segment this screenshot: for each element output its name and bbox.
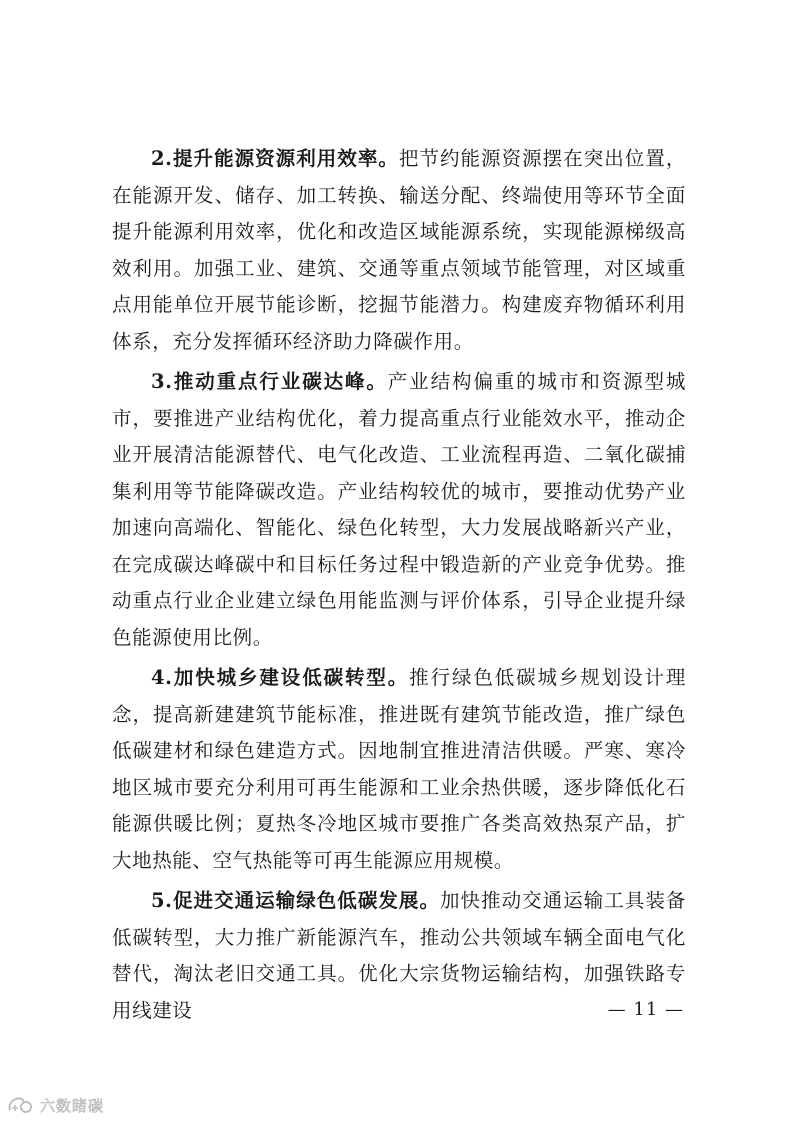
paragraph-heading: 2.提升能源资源利用效率。 bbox=[151, 147, 399, 170]
paragraph-transportation bbox=[112, 883, 686, 1029]
paragraph-key-industries bbox=[112, 364, 686, 656]
page-number: — 11 — bbox=[607, 999, 684, 1020]
paragraph-text: 加快推动交通运输工具装备低碳转型，大力推广新能源汽车，推动公共领域车辆全面电气化替代，淘汰老旧交通工具。优化大宗货物运输结构，加强铁路专用线建设 bbox=[112, 889, 686, 1022]
paragraph-energy-efficiency bbox=[112, 141, 686, 360]
paragraph-text: 产业结构偏重的城市和资源型城市，要推进产业结构优化，着力提高重点行业能效水平，推动企业开展清洁能源替代、电气化改造、工业流程再造、二氧化碳捕集利用等节能降碳改造。产业结构较优的城市，要推动优势产业加速向高端化、智能化、绿色化转型，大力发展战略新兴产业，在完成碳达峰碳中和目标任务过程中锻造新的产业竞争优势。推动重点行业企业建立绿色用能监测与评价体系，引导企业提升绿色能源使用比例。 bbox=[112, 370, 686, 649]
paragraph-urban-rural-construction bbox=[112, 660, 686, 879]
paragraph-text: 把节约能源资源摆在突出位置，在能源开发、储存、加工转换、输送分配、终端使用等环节全面提升能源利用效率，优化和改造区域能源系统，实现能源梯级高效利用。加强工业、建筑、交通等重点领域节能管理，对区域重点用能单位开展节能诊断，挖掘节能潜力。构建废弃物循环利用体系，充分发挥循环经济助力降碳作用。 bbox=[112, 147, 686, 353]
watermark-text: 六数睹碳 bbox=[40, 1096, 105, 1115]
watermark bbox=[6, 1094, 104, 1116]
paragraph-heading: 3.推动重点行业碳达峰。 bbox=[151, 370, 388, 393]
paragraph-heading: 5.促进交通运输绿色低碳发展。 bbox=[151, 889, 440, 912]
paragraph-text: 推行绿色低碳城乡规划设计理念，提高新建建筑节能标准，推进既有建筑节能改造，推广绿色低碳建材和绿色建造方式。因地制宜推进清洁供暖。严寒、寒冷地区城市要充分利用可再生能源和工业余热供暖，逐步降低化石能源供暖比例；夏热冬冷地区城市要推广各类高效热泵产品，扩大地热能、空气热能等可再生能源应用规模。 bbox=[112, 666, 686, 872]
carbon-logo-icon bbox=[6, 1094, 36, 1116]
document-body bbox=[112, 141, 686, 1033]
paragraph-heading: 4.加快城乡建设低碳转型。 bbox=[151, 666, 410, 689]
